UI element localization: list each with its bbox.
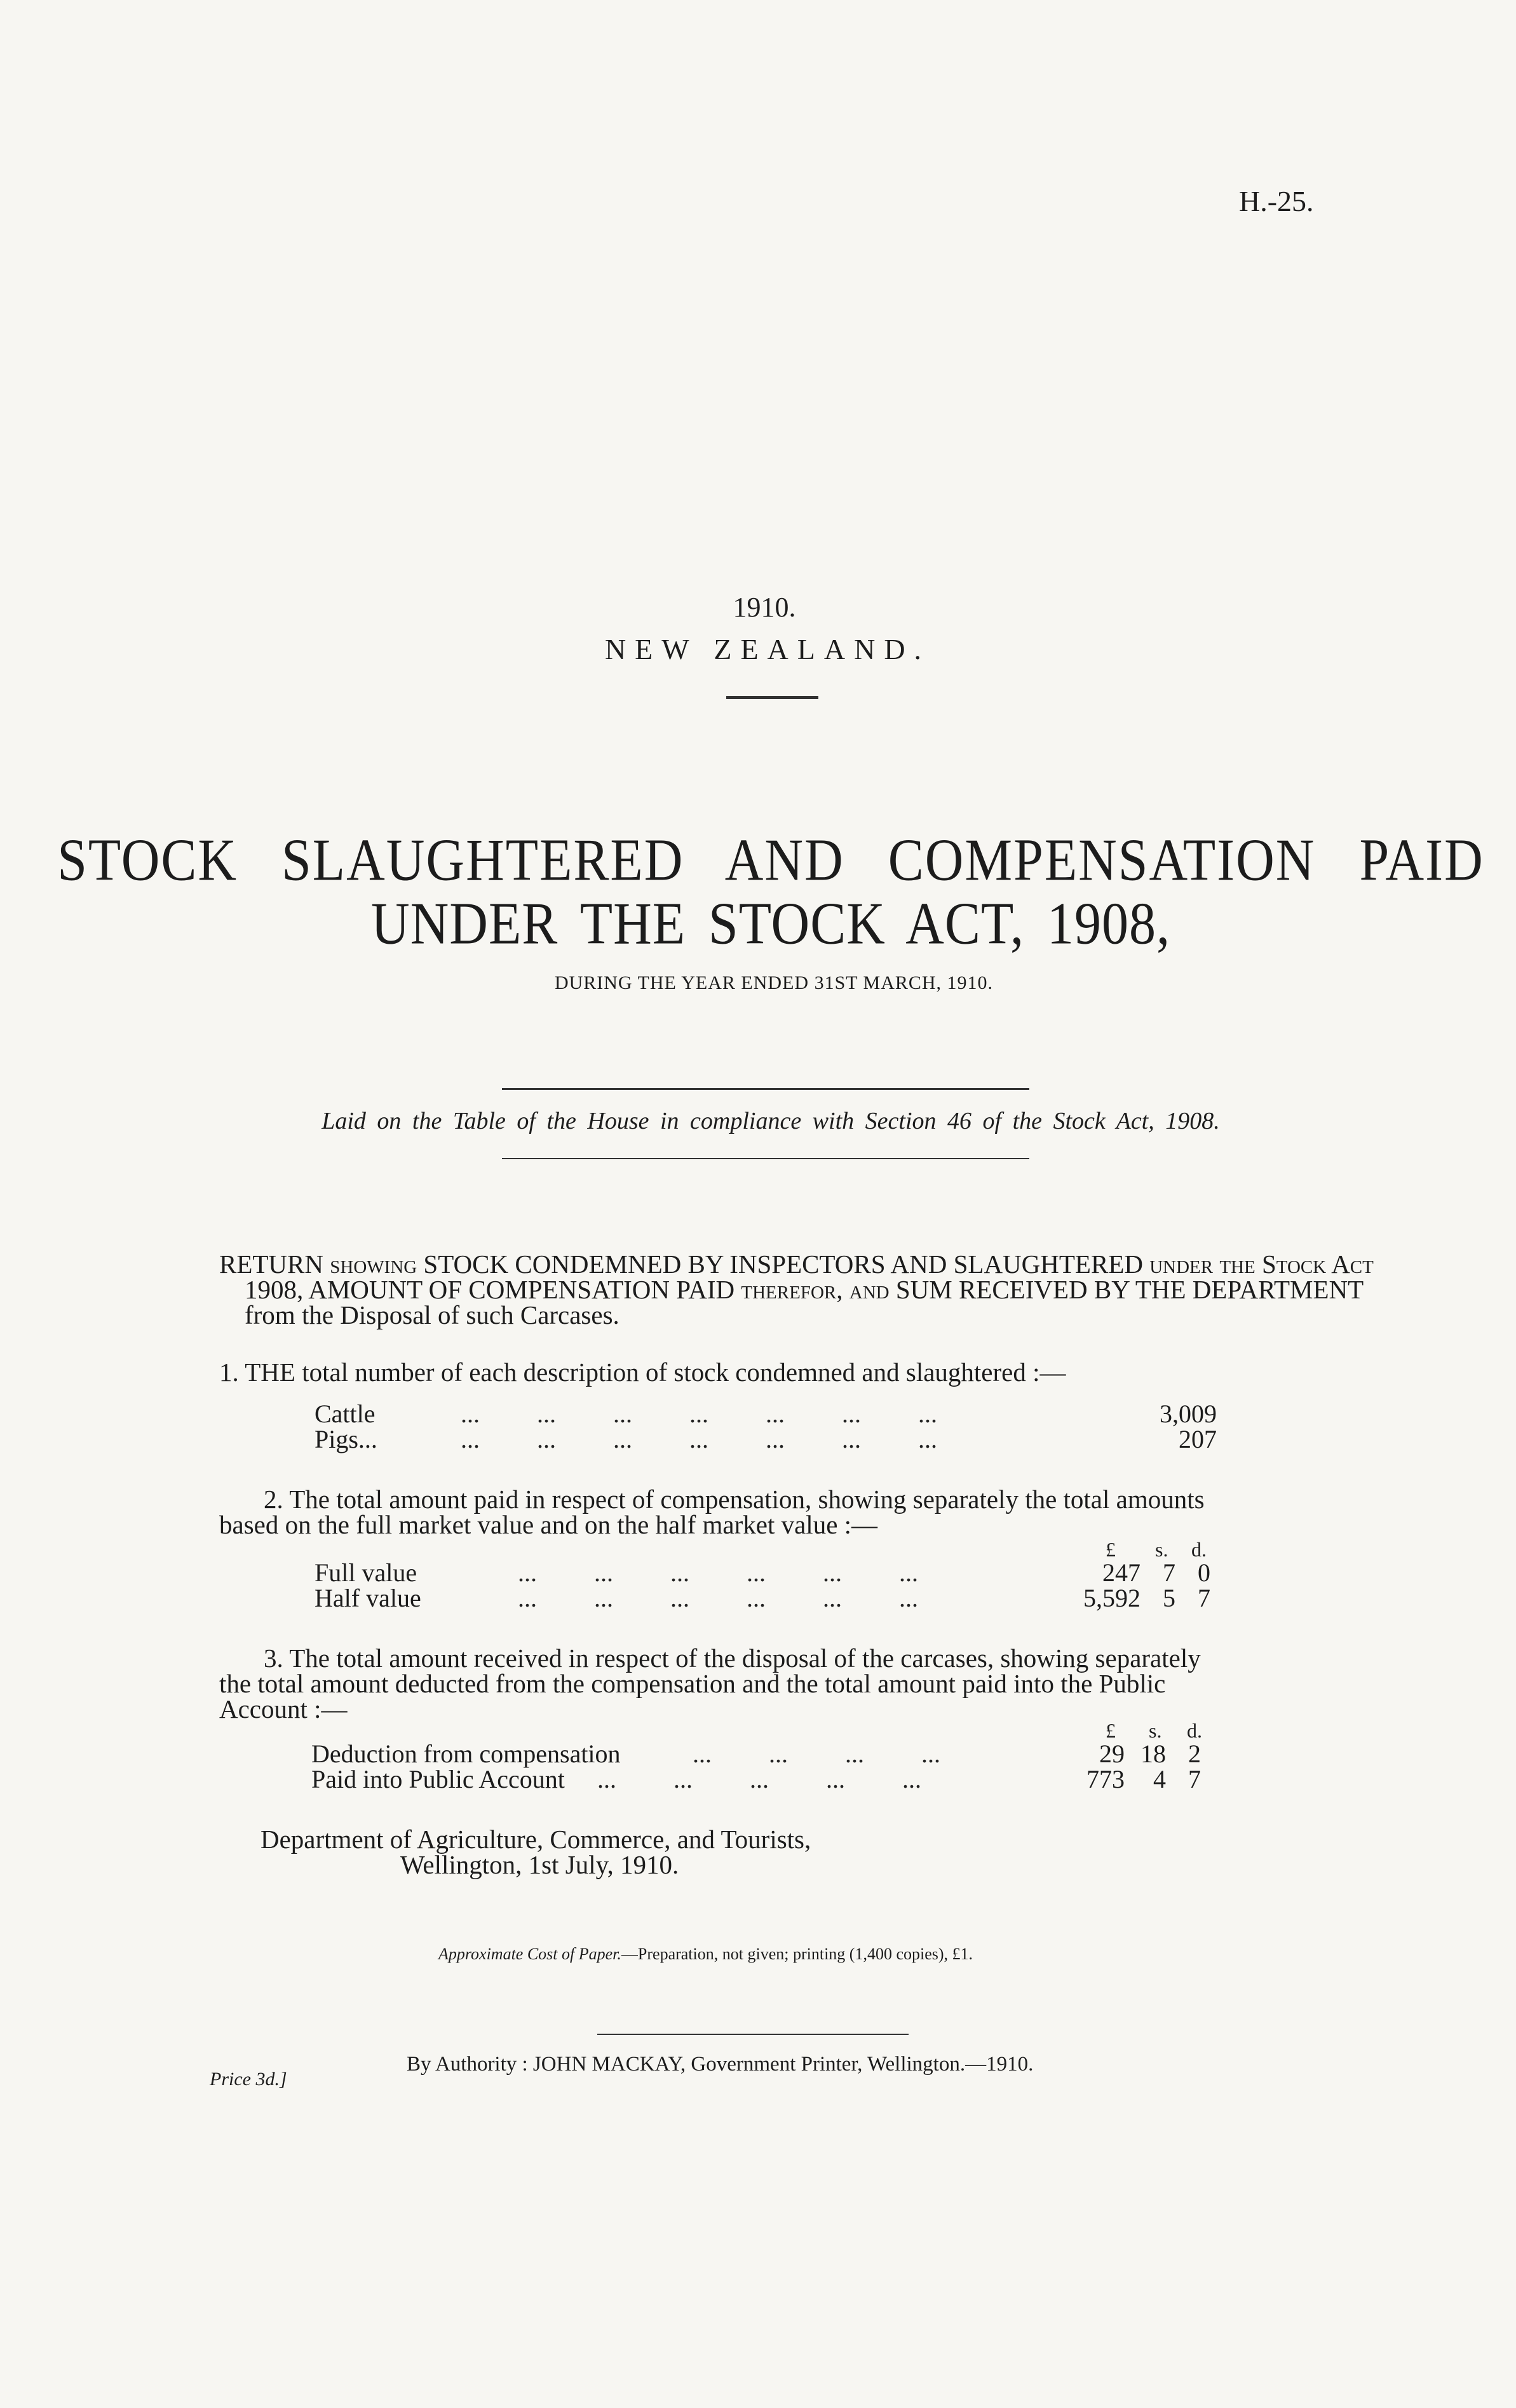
row-label: Paid into Public Account bbox=[311, 1765, 565, 1793]
leader-dots: ... ... ... ... ... ... bbox=[518, 1584, 918, 1612]
pence-header: d. bbox=[1191, 1538, 1207, 1561]
document-title-line1: STOCK SLAUGHTERED AND COMPENSATION PAID bbox=[57, 827, 1484, 894]
row-label: Deduction from compensation bbox=[311, 1739, 621, 1768]
shillings-value: 18 bbox=[1140, 1739, 1166, 1768]
section2-text-line1: 2. The total amount paid in respect of compensation, showing separately the total amounts bbox=[264, 1485, 1205, 1514]
pence-value: 7 bbox=[1188, 1765, 1201, 1793]
laid-note: Laid on the Table of the House in compliance with Section 46 of the Stock Act, 1908. bbox=[321, 1108, 1220, 1134]
section3-text-line1: 3. The total amount received in respect of the disposal of the carcases, showing separately bbox=[264, 1643, 1201, 1673]
section2-text-line2: based on the full market value and on the half market value :— bbox=[219, 1510, 878, 1539]
document-title-line2: UNDER THE STOCK ACT, 1908, bbox=[370, 890, 1171, 957]
return-intro-line2: 1908, AMOUNT OF COMPENSATION PAID therefor, and SUM RECEIVED BY THE DEPARTMENT bbox=[245, 1275, 1364, 1304]
printer-authority: By Authority : JOHN MACKAY, Government Printer, Wellington.—1910. bbox=[407, 2053, 1034, 2076]
section3-text-line3: Account :— bbox=[219, 1694, 348, 1724]
signature-department: Department of Agriculture, Commerce, and Tourists, bbox=[261, 1825, 811, 1854]
row-label: Full value bbox=[315, 1558, 417, 1587]
pounds-value: 29 bbox=[1099, 1739, 1125, 1768]
document-country: NEW ZEALAND. bbox=[604, 633, 931, 665]
document-reference: H.-25. bbox=[1239, 185, 1314, 217]
shillings-value: 5 bbox=[1163, 1584, 1175, 1612]
pence-header: d. bbox=[1187, 1719, 1202, 1742]
shillings-header: s. bbox=[1155, 1538, 1168, 1561]
document-subtitle: DURING THE YEAR ENDED 31ST MARCH, 1910. bbox=[554, 972, 994, 993]
footer-divider bbox=[597, 2034, 909, 2035]
pence-value: 2 bbox=[1188, 1739, 1201, 1768]
leader-dots: ... ... ... ... ... ... ... bbox=[461, 1399, 937, 1428]
shillings-header: s. bbox=[1149, 1719, 1162, 1742]
row-value: 207 bbox=[1179, 1425, 1217, 1453]
pounds-value: 247 bbox=[1102, 1558, 1140, 1587]
cost-note bbox=[438, 1945, 973, 1964]
document-year: 1910. bbox=[733, 592, 796, 623]
section3-row-public-account bbox=[311, 1767, 1220, 1792]
row-label: Half value bbox=[315, 1584, 421, 1612]
return-intro-line1: RETURN showing STOCK CONDEMNED BY INSPECTORS AND SLAUGHTERED under the Stock Act bbox=[219, 1249, 1374, 1279]
row-label: Cattle bbox=[315, 1399, 376, 1428]
leader-dots: ... ... ... ... ... ... bbox=[518, 1558, 918, 1587]
section2-row-full-value bbox=[315, 1560, 1223, 1586]
pence-value: 7 bbox=[1198, 1584, 1210, 1612]
return-intro-line3: from the Disposal of such Carcases. bbox=[245, 1300, 619, 1330]
divider-short bbox=[726, 696, 818, 699]
cost-note-label: Approximate Cost of Paper. bbox=[438, 1945, 621, 1963]
cost-note-text: —Preparation, not given; printing (1,400 copies), £1. bbox=[621, 1945, 973, 1963]
signature-date: Wellington, 1st July, 1910. bbox=[400, 1850, 679, 1879]
pounds-value: 773 bbox=[1086, 1765, 1125, 1793]
row-value: 3,009 bbox=[1160, 1399, 1217, 1428]
pounds-value: 5,592 bbox=[1083, 1584, 1140, 1612]
shillings-value: 7 bbox=[1163, 1558, 1175, 1587]
leader-dots: ... ... ... ... ... bbox=[597, 1765, 921, 1793]
section1-heading: 1. THE total number of each description of stock condemned and slaughtered :— bbox=[219, 1357, 1066, 1387]
section1-row-cattle bbox=[315, 1401, 1217, 1427]
row-label: Pigs... bbox=[315, 1425, 377, 1453]
pounds-header: £ bbox=[1106, 1538, 1116, 1561]
shillings-value: 4 bbox=[1153, 1765, 1166, 1793]
price-note: Price 3d.] bbox=[210, 2069, 287, 2090]
leader-dots: ... ... ... ... ... ... ... bbox=[461, 1425, 937, 1453]
section3-row-deduction bbox=[311, 1741, 1220, 1767]
divider-top bbox=[502, 1088, 1029, 1090]
pence-value: 0 bbox=[1198, 1558, 1210, 1587]
divider-bottom bbox=[502, 1158, 1029, 1159]
section3-text-line2: the total amount deducted from the compensation and the total amount paid into the Public bbox=[219, 1669, 1166, 1698]
section2-row-half-value bbox=[315, 1586, 1223, 1611]
leader-dots: ... ... ... ... bbox=[693, 1739, 940, 1768]
section1-row-pigs bbox=[315, 1427, 1217, 1452]
pounds-header: £ bbox=[1106, 1719, 1116, 1742]
